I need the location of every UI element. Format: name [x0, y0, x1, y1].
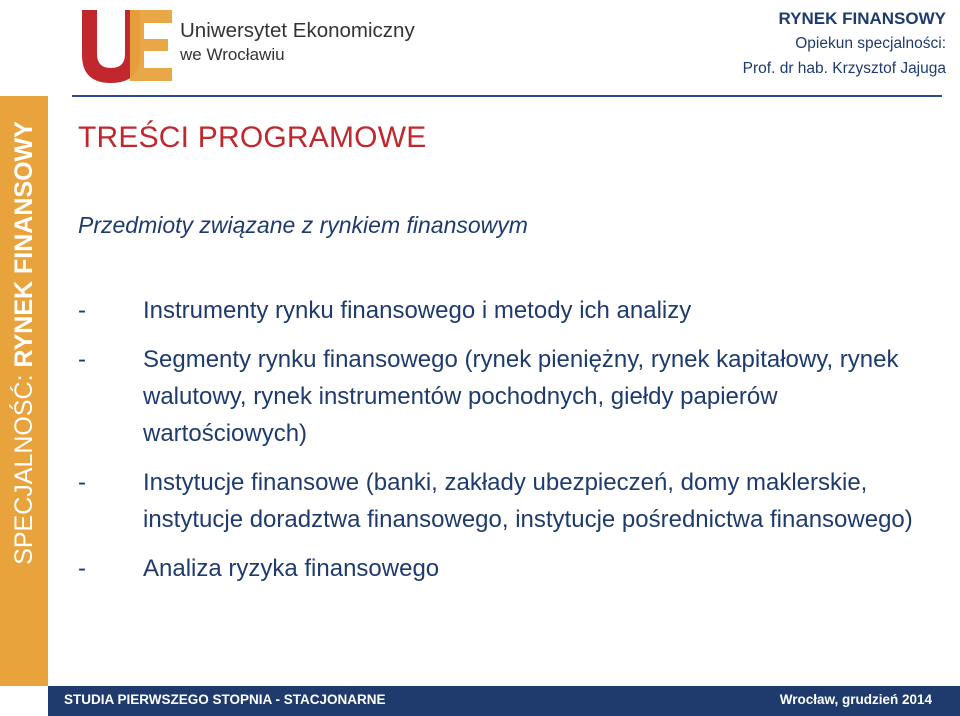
specialization-prefix: SPECJALNOŚĆ:: [10, 367, 38, 565]
university-name: Uniwersytet Ekonomiczny: [180, 19, 415, 42]
supervisor-name: Prof. dr hab. Krzysztof Jajuga: [742, 60, 946, 77]
specialization-label: [9, 121, 39, 565]
ue-logo-icon: [80, 6, 176, 84]
bullet-text: Segmenty rynku finansowego (rynek pieniężny, rynek kapitałowy, rynek walutowy, rynek instrumentów pochodnych, giełdy papierów wartościowych): [143, 346, 899, 447]
bullet-dash: -: [78, 297, 86, 324]
bullet-text: Analiza ryzyka finansowego: [143, 555, 440, 582]
specialization-name: RYNEK FINANSOWY: [10, 121, 38, 368]
bullet-dash: -: [78, 346, 86, 373]
footer-bar: [48, 686, 960, 716]
bullet-dash: -: [78, 469, 86, 496]
university-city: we Wrocławiu: [180, 45, 285, 64]
list-item: [78, 292, 918, 329]
slide-title: TREŚCI PROGRAMOWE: [78, 121, 427, 154]
footer-date: Wrocław, grudzień 2014: [779, 692, 932, 707]
course-title: RYNEK FINANSOWY: [778, 9, 946, 28]
bullet-list: [78, 292, 918, 587]
header-info: [743, 6, 946, 81]
list-item: [78, 464, 918, 538]
header-divider: [72, 95, 942, 97]
bullet-text: Instrumenty rynku finansowego i metody ich analizy: [143, 297, 692, 324]
supervisor-label: Opiekun specjalności:: [795, 35, 946, 52]
university-logo: [80, 6, 440, 84]
list-item: [78, 341, 918, 452]
slide-subtitle: Przedmioty związane z rynkiem finansowym: [78, 212, 528, 238]
footer-program: STUDIA PIERWSZEGO STOPNIA - STACJONARNE: [64, 692, 386, 707]
bullet-text: Instytucje finansowe (banki, zakłady ubezpieczeń, domy maklerskie, instytucje doradztwa finansowego, instytucje pośrednictwa finansowego): [143, 469, 913, 533]
bullet-dash: -: [78, 555, 86, 582]
list-item: [78, 550, 918, 587]
